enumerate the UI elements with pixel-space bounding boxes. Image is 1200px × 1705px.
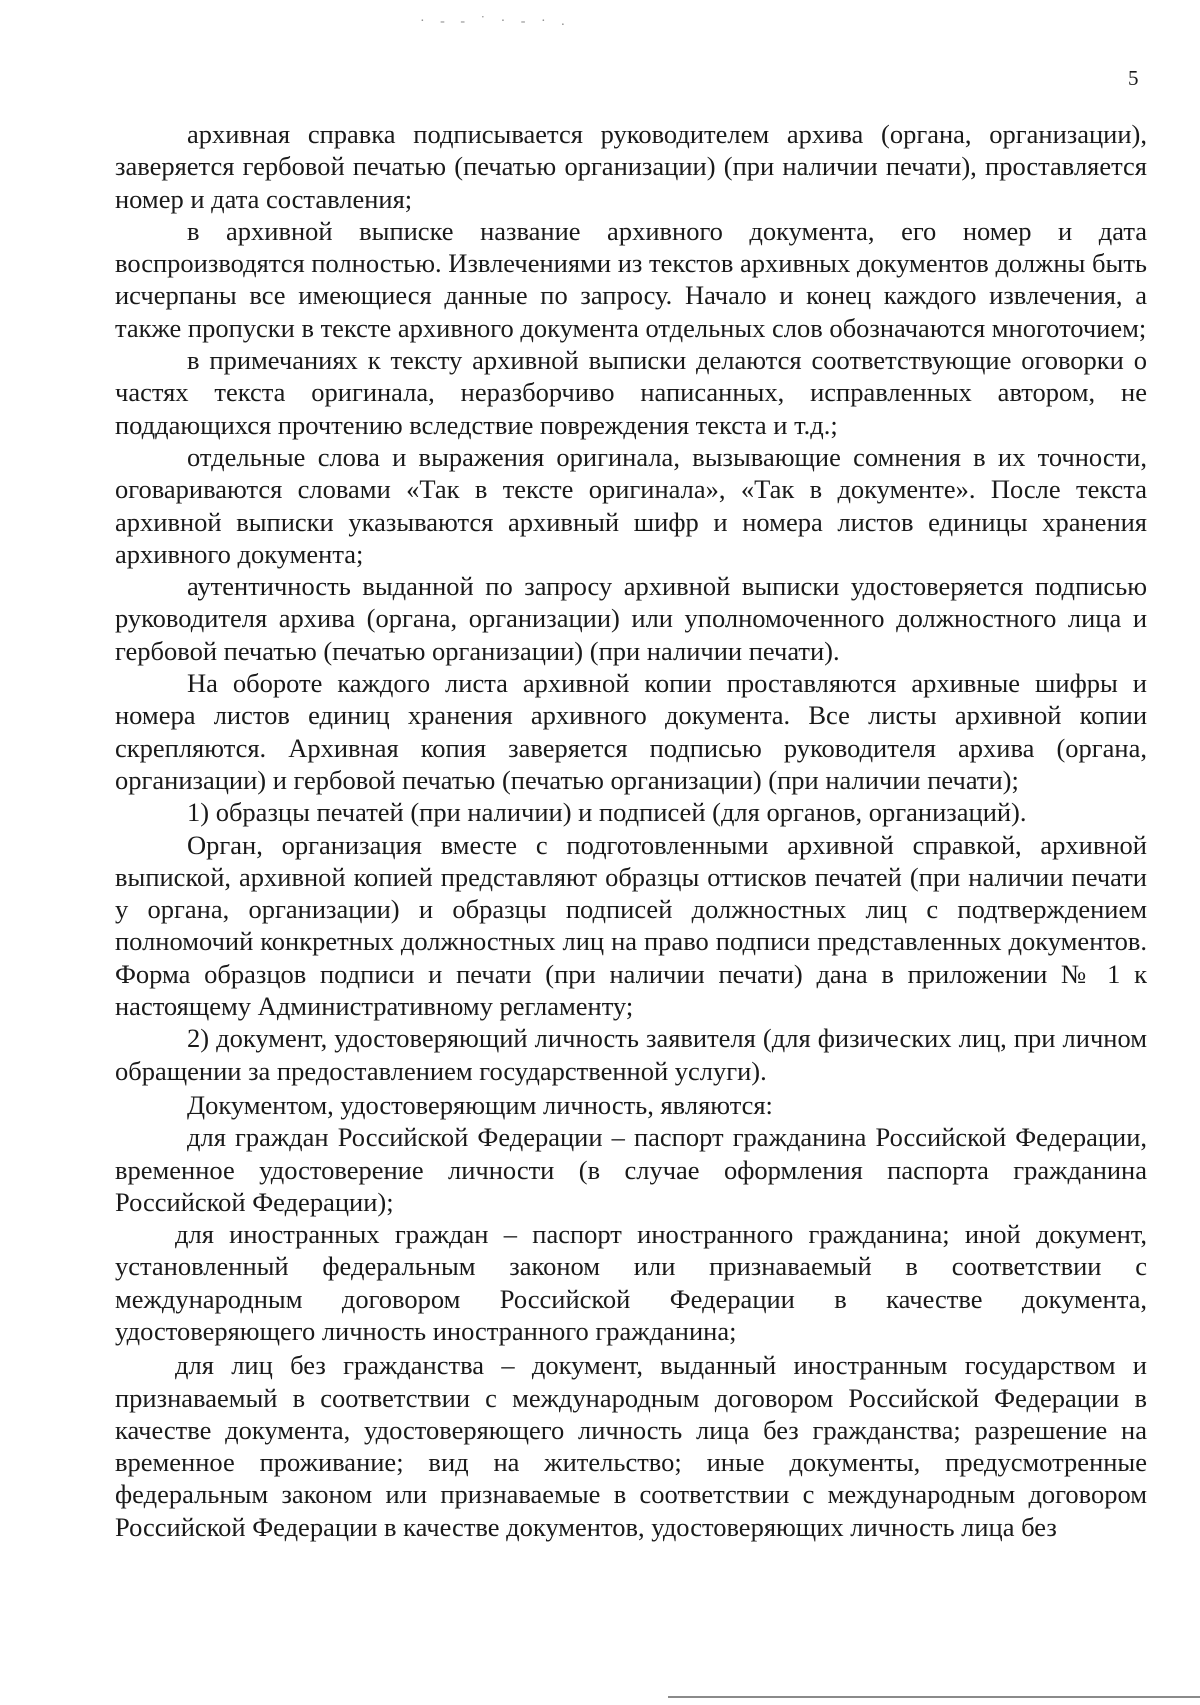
paragraph-item-2: 2) документ, удостоверяющий личность заявителя (для физических лиц, при личном обращении за предоставлением государственной услуги). <box>115 1023 1147 1086</box>
paragraph-doubtful-words: отдельные слова и выражения оригинала, вызывающие сомнения в их точности, оговариваются словами «Так в тексте оригинала», «Так в документе». После текста архивной выписки указываются архивный шифр и номера листов единицы хранения архивного документа; <box>115 441 1147 569</box>
paragraph-archival-certificate: архивная справка подписывается руководителем архива (органа, организации), заверяется гербовой печатью (печатью организации) (при наличии печати), проставляется номер и дата составления; <box>115 119 1147 214</box>
paragraph-seal-samples: Орган, организация вместе с подготовленными архивной справкой, архивной выпиской, архивной копией представляют образцы оттисков печатей (при наличии печати у органа, организации) и образцы подписей должностных лиц с подтверждением полномочий конкретных должностных лиц на право подписи представленных документов. Форма образцов подписи и печати (при наличии печати) дана в приложении № 1 к настоящему Административному регламенту; <box>115 829 1147 1022</box>
paragraph-russian-citizens: для граждан Российской Федерации – паспорт гражданина Российской Федерации, временное удостоверение личности (в случае оформления паспорта гражданина Российской Федерации); <box>115 1122 1147 1217</box>
page-number: 5 <box>1128 66 1139 90</box>
paragraph-archival-extract: в архивной выписке название архивного документа, его номер и дата воспроизводятся полностью. Извлечениями из текстов архивных документов должны быть исчерпаны все имеющиеся данные по запросу. Начало и конец каждого извлечения, а также пропуски в тексте архивного документа отдельных слов обозначаются многоточием; <box>115 215 1147 343</box>
bottom-edge-line <box>668 1696 1200 1698</box>
paragraph-extract-notes: в примечаниях к тексту архивной выписки делаются соответствующие оговорки о частях текста оригинала, неразборчиво написанных, исправленных автором, не поддающихся прочтению вследствие повреждения текста и т.д.; <box>115 345 1147 440</box>
document-body <box>115 118 1147 1543</box>
paragraph-identity-documents-intro: Документом, удостоверяющим личность, являются: <box>187 1089 773 1120</box>
paragraph-authenticity: аутентичность выданной по запросу архивной выписки удостоверяется подписью руководителя архива (органа, организации) или уполномоченного должностного лица и гербовой печатью (печатью организации) (при наличии печати). <box>115 571 1147 666</box>
paragraph-item-1: 1) образцы печатей (при наличии) и подписей (для органов, организаций). <box>187 797 1027 828</box>
paragraph-stateless-persons: для лиц без гражданства – документ, выданный иностранным государством и признаваемый в соответствии с международным договором Российской Федерации в качестве документа, удостоверяющего личность лица без гражданства; разрешение на временное проживание; вид на жительство; иные документы, предусмотренные федеральным законом или признаваемые в соответствии с международным договором Российской Федерации в качестве документов, удостоверяющих личность лица без <box>115 1350 1147 1542</box>
paragraph-archival-copy: На обороте каждого листа архивной копии проставляются архивные шифры и номера листов единиц хранения архивного документа. Все листы архивной копии скрепляются. Архивная копия заверяется подписью руководителя архива (органа, организации) и гербовой печатью (печатью организации) (при наличии печати); <box>115 668 1147 795</box>
scan-specks: · ‐ ‐ ˙ · ‐ · . <box>420 14 571 29</box>
paragraph-foreign-citizens: для иностранных граждан – паспорт иностранного гражданина; иной документ, установленный федеральным законом или признаваемый в соответствии с международным договором Российской Федерации в качестве документа, удостоверяющего личность иностранного гражданина; <box>115 1219 1147 1346</box>
